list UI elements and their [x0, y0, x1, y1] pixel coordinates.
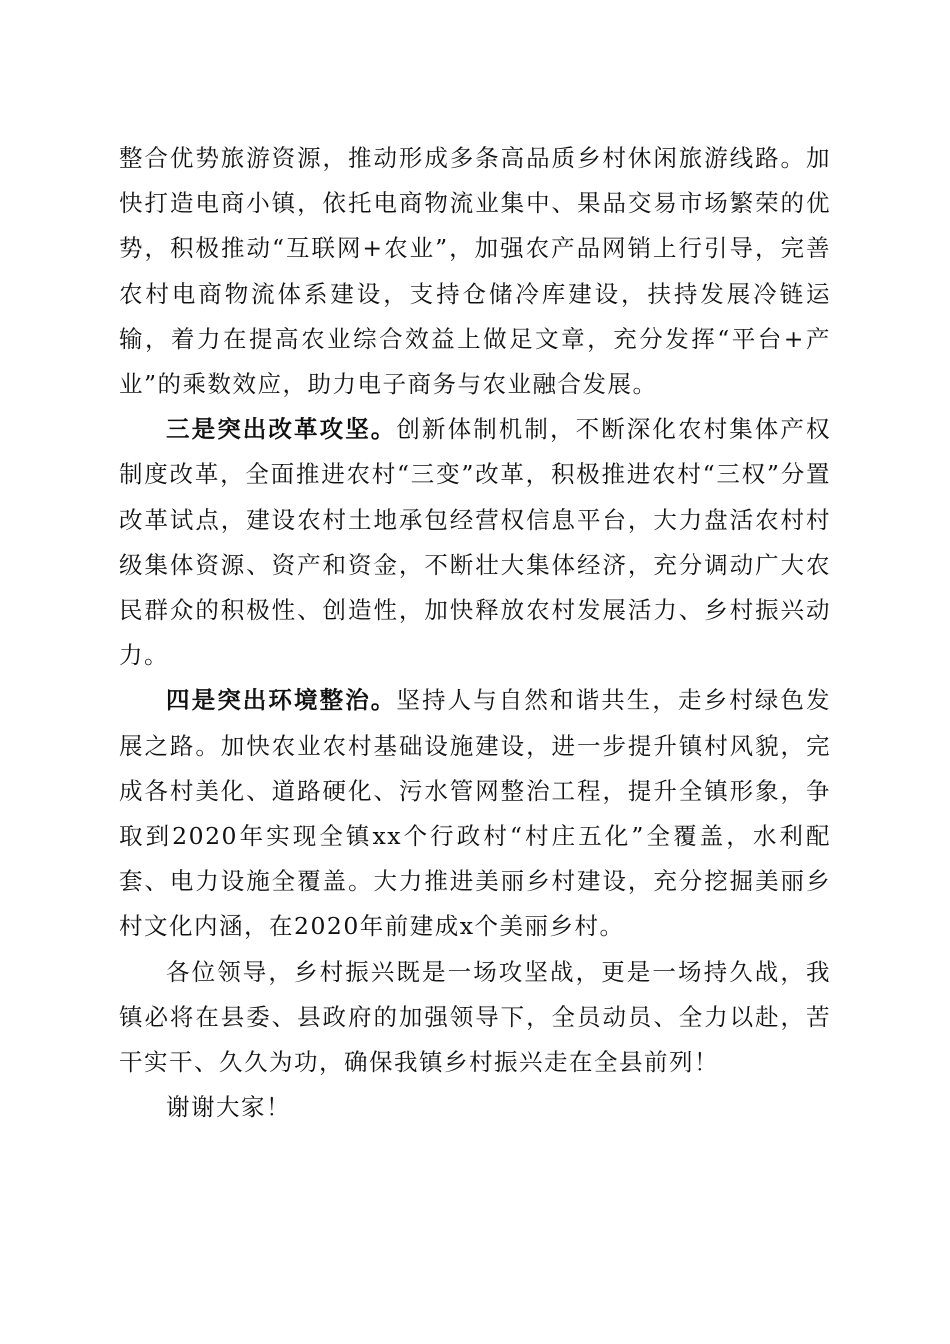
- paragraph-reform: [119, 407, 831, 678]
- paragraph-closing: [119, 950, 831, 1086]
- paragraph-environment: [119, 678, 831, 949]
- paragraph-thanks: [119, 1085, 831, 1130]
- paragraph-text: 谢谢大家！: [166, 1093, 291, 1122]
- paragraph-lead: 三是突出改革攻坚。: [166, 415, 397, 444]
- paragraph-text: 创新体制机制，不断深化农村集体产权制度改革，全面推进农村“三变”改革，积极推进农村“三权”分置改革试点，建设农村土地承包经营权信息平台，大力盘活农村村级集体资源、资产和资金，不断壮大集体经济，充分调动广大农民群众的积极性、创造性，加快释放农村发展活力、乡村振兴动力。: [119, 415, 832, 670]
- paragraph-text: 整合优势旅游资源，推动形成多条高品质乡村休闲旅游线路。加快打造电商小镇，依托电商物流业集中、果品交易市场繁荣的优势，积极推动“互联网+农业”，加强农产品网销上行引导，完善农村电商物流体系建设，支持仓储冷库建设，扶持发展冷链运输，着力在提高农业综合效益上做足文章，充分发挥“平台+产业”的乘数效应，助力电子商务与农业融合发展。: [119, 144, 831, 399]
- paragraph-continuation: [119, 136, 831, 407]
- document-body: [119, 136, 831, 1130]
- paragraph-text: 坚持人与自然和谐共生，走乡村绿色发展之路。加快农业农村基础设施建设，进一步提升镇村风貌，完成各村美化、道路硬化、污水管网整治工程，提升全镇形象，争取到2020年实现全镇xx个行政村“村庄五化”全覆盖，水利配套、电力设施全覆盖。大力推进美丽乡村建设，充分挖掘美丽乡村文化内涵，在2020年前建成x个美丽乡村。: [119, 686, 832, 941]
- paragraph-text: 各位领导，乡村振兴既是一场攻坚战，更是一场持久战，我镇必将在县委、县政府的加强领导下，全员动员、全力以赴，苦干实干、久久为功，确保我镇乡村振兴走在全县前列！: [119, 957, 831, 1077]
- paragraph-lead: 四是突出环境整治。: [166, 686, 397, 715]
